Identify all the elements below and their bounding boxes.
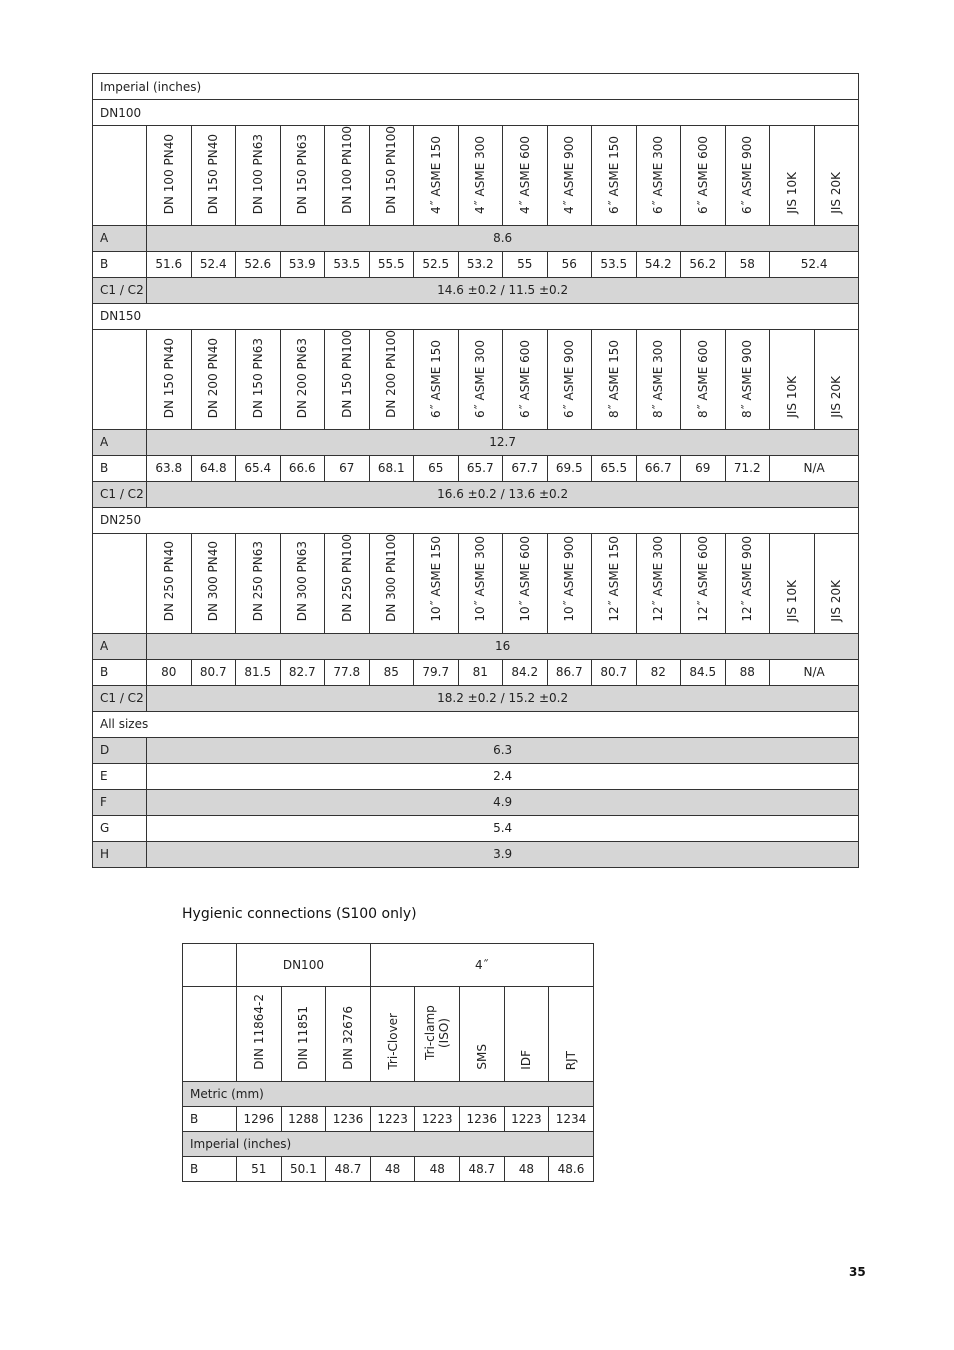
- table-row-c1-c2: [93, 481, 859, 507]
- column-header: JIS 20K: [814, 533, 859, 633]
- hygienic-section-title: Hygienic connections (S100 only): [182, 906, 417, 922]
- column-header: Tri-Clover: [370, 987, 415, 1082]
- table-cell: 65: [414, 455, 459, 481]
- column-header: DN 150 PN40: [147, 329, 192, 429]
- table-cell: 52.5: [414, 251, 459, 277]
- table-row-b: [93, 455, 859, 481]
- row-value: 5.4: [147, 815, 859, 841]
- column-header: Tri-clamp (ISO): [415, 987, 460, 1082]
- table-row-a: [93, 225, 859, 251]
- column-header: DN 150 PN63: [280, 126, 325, 226]
- column-header: DN 200 PN63: [280, 329, 325, 429]
- column-header: DN 150 PN40: [191, 126, 236, 226]
- table-cell: 65.4: [236, 455, 281, 481]
- column-header: 10˝ ASME 300: [458, 533, 503, 633]
- row-label: C1 / C2: [93, 277, 147, 303]
- column-header: DN 250 PN100: [325, 533, 370, 633]
- row-label: D: [93, 737, 147, 763]
- row-value: 8.6: [147, 225, 859, 251]
- header-row-hygienic: [183, 987, 594, 1082]
- column-header: DN 300 PN40: [191, 533, 236, 633]
- table-cell: 65.7: [458, 455, 503, 481]
- unit-row-metric: [183, 1082, 594, 1107]
- table-cell: 51.6: [147, 251, 192, 277]
- page-number: 35: [849, 1265, 866, 1279]
- table-row-f: [93, 789, 859, 815]
- table-cell: 1236: [326, 1107, 371, 1132]
- row-label: B: [183, 1157, 237, 1182]
- column-header: JIS 10K: [770, 329, 815, 429]
- column-header: JIS 10K: [770, 126, 815, 226]
- table-row-a: [93, 633, 859, 659]
- unit-label: Imperial (inches): [93, 74, 859, 100]
- column-header: 12˝ ASME 900: [725, 533, 770, 633]
- table-cell: 80.7: [191, 659, 236, 685]
- row-label: F: [93, 789, 147, 815]
- table-cell: 52.6: [236, 251, 281, 277]
- table-cell: 1223: [504, 1107, 549, 1132]
- column-header: 6˝ ASME 150: [592, 126, 637, 226]
- row-label: B: [93, 455, 147, 481]
- table-cell: 81: [458, 659, 503, 685]
- row-label: H: [93, 841, 147, 867]
- table-cell: 56.2: [681, 251, 726, 277]
- table-cell: 53.5: [325, 251, 370, 277]
- table-cell: 53.9: [280, 251, 325, 277]
- column-header: 10˝ ASME 600: [503, 533, 548, 633]
- group-header-row: [183, 944, 594, 987]
- row-value: 16: [147, 633, 859, 659]
- table-cell: 1223: [370, 1107, 415, 1132]
- column-header: JIS 10K: [770, 533, 815, 633]
- column-header: DN 150 PN63: [236, 329, 281, 429]
- column-header: DIN 32676: [326, 987, 371, 1082]
- column-header: 8˝ ASME 900: [725, 329, 770, 429]
- row-value: 14.6 ±0.2 / 11.5 ±0.2: [147, 277, 859, 303]
- row-value: 16.6 ±0.2 / 13.6 ±0.2: [147, 481, 859, 507]
- unit-label-imperial: Imperial (inches): [183, 1132, 594, 1157]
- table-row-g: [93, 815, 859, 841]
- column-header: 8˝ ASME 150: [592, 329, 637, 429]
- table-cell-jis: N/A: [770, 455, 859, 481]
- table-cell: 55: [503, 251, 548, 277]
- table-cell-jis: N/A: [770, 659, 859, 685]
- table-cell: 66.6: [280, 455, 325, 481]
- table-cell: 55.5: [369, 251, 414, 277]
- table-row-b-metric: [183, 1107, 594, 1132]
- table-cell: 48.7: [326, 1157, 371, 1182]
- table-cell: 48.7: [460, 1157, 505, 1182]
- table-row-h: [93, 841, 859, 867]
- row-label: B: [93, 251, 147, 277]
- table-cell: 86.7: [547, 659, 592, 685]
- row-value: 12.7: [147, 429, 859, 455]
- unit-label-metric: Metric (mm): [183, 1082, 594, 1107]
- column-header: 6˝ ASME 900: [725, 126, 770, 226]
- table-cell: 68.1: [369, 455, 414, 481]
- table-cell: 48: [370, 1157, 415, 1182]
- table-cell: 66.7: [636, 455, 681, 481]
- column-header: DN 200 PN40: [191, 329, 236, 429]
- table-cell: 65.5: [592, 455, 637, 481]
- row-value: 6.3: [147, 737, 859, 763]
- group-header-4in: 4˝: [370, 944, 593, 987]
- header-corner: [93, 329, 147, 429]
- table-cell: 1236: [460, 1107, 505, 1132]
- header-row-dn150: [93, 329, 859, 429]
- table-cell: 85: [369, 659, 414, 685]
- table-cell: 84.5: [681, 659, 726, 685]
- header-row-dn100: [93, 126, 859, 226]
- unit-row-imperial: [183, 1132, 594, 1157]
- table-cell: 58: [725, 251, 770, 277]
- column-header: SMS: [460, 987, 505, 1082]
- hygienic-connections-table: [182, 943, 594, 1182]
- table-row-b: [93, 251, 859, 277]
- column-header: 6˝ ASME 600: [503, 329, 548, 429]
- column-header: 4˝ ASME 300: [458, 126, 503, 226]
- table-cell: 50.1: [281, 1157, 326, 1182]
- row-label: G: [93, 815, 147, 841]
- table-row-c1-c2: [93, 277, 859, 303]
- table-cell: 1296: [237, 1107, 282, 1132]
- column-header: 6˝ ASME 900: [547, 329, 592, 429]
- column-header: 4˝ ASME 900: [547, 126, 592, 226]
- section-title-dn100: DN100: [93, 100, 859, 126]
- column-header: DN 250 PN63: [236, 533, 281, 633]
- column-header: DN 250 PN40: [147, 533, 192, 633]
- table-cell: 64.8: [191, 455, 236, 481]
- column-header: DN 100 PN40: [147, 126, 192, 226]
- column-header: 4˝ ASME 600: [503, 126, 548, 226]
- column-header: 10˝ ASME 150: [414, 533, 459, 633]
- table-cell: 84.2: [503, 659, 548, 685]
- table-cell: 63.8: [147, 455, 192, 481]
- table-cell: 69: [681, 455, 726, 481]
- row-value: 18.2 ±0.2 / 15.2 ±0.2: [147, 685, 859, 711]
- table-cell: 67.7: [503, 455, 548, 481]
- row-label: A: [93, 633, 147, 659]
- column-header: JIS 20K: [814, 126, 859, 226]
- row-label: C1 / C2: [93, 685, 147, 711]
- column-header: 4˝ ASME 150: [414, 126, 459, 226]
- row-label: C1 / C2: [93, 481, 147, 507]
- header-corner: [183, 987, 237, 1082]
- table-cell: 1288: [281, 1107, 326, 1132]
- column-header: DIN 11851: [281, 987, 326, 1082]
- column-header: RJT: [549, 987, 594, 1082]
- header-corner: [93, 533, 147, 633]
- section-title-all-sizes: All sizes: [93, 711, 859, 737]
- row-value: 4.9: [147, 789, 859, 815]
- column-header: IDF: [504, 987, 549, 1082]
- column-header: DN 100 PN63: [236, 126, 281, 226]
- table-cell: 82: [636, 659, 681, 685]
- table-row-b-imperial: [183, 1157, 594, 1182]
- header-row-dn250: [93, 533, 859, 633]
- table-cell: 48: [504, 1157, 549, 1182]
- column-header: DN 100 PN100: [325, 126, 370, 226]
- column-header: 12˝ ASME 600: [681, 533, 726, 633]
- column-header: DN 150 PN100: [325, 329, 370, 429]
- table-cell: 88: [725, 659, 770, 685]
- row-label: A: [93, 429, 147, 455]
- column-header: 8˝ ASME 300: [636, 329, 681, 429]
- table-cell: 71.2: [725, 455, 770, 481]
- table-cell: 48: [415, 1157, 460, 1182]
- table-cell: 67: [325, 455, 370, 481]
- column-header: JIS 20K: [814, 329, 859, 429]
- table-row-d: [93, 737, 859, 763]
- table-cell: 82.7: [280, 659, 325, 685]
- row-label: A: [93, 225, 147, 251]
- column-header: 6˝ ASME 150: [414, 329, 459, 429]
- row-label: B: [183, 1107, 237, 1132]
- section-title-dn250: DN250: [93, 507, 859, 533]
- row-label: B: [93, 659, 147, 685]
- table-row-b: [93, 659, 859, 685]
- row-value: 2.4: [147, 763, 859, 789]
- column-header: 12˝ ASME 300: [636, 533, 681, 633]
- column-header: DN 300 PN63: [280, 533, 325, 633]
- column-header: 8˝ ASME 600: [681, 329, 726, 429]
- column-header: 6˝ ASME 300: [458, 329, 503, 429]
- column-header: DN 150 PN100: [369, 126, 414, 226]
- dimensions-table-imperial: [92, 73, 859, 868]
- table-cell: 77.8: [325, 659, 370, 685]
- table-cell: 80: [147, 659, 192, 685]
- table-cell: 69.5: [547, 455, 592, 481]
- column-header: 12˝ ASME 150: [592, 533, 637, 633]
- table-cell: 79.7: [414, 659, 459, 685]
- row-value: 3.9: [147, 841, 859, 867]
- column-header: DIN 11864-2: [237, 987, 282, 1082]
- table-row-a: [93, 429, 859, 455]
- table-cell: 53.2: [458, 251, 503, 277]
- header-corner: [93, 126, 147, 226]
- header-corner: [183, 944, 237, 987]
- table-cell-jis: 52.4: [770, 251, 859, 277]
- table-cell: 80.7: [592, 659, 637, 685]
- column-header: DN 300 PN100: [369, 533, 414, 633]
- column-header: 6˝ ASME 300: [636, 126, 681, 226]
- column-header: 10˝ ASME 900: [547, 533, 592, 633]
- table-cell: 48.6: [549, 1157, 594, 1182]
- table-cell: 52.4: [191, 251, 236, 277]
- table-cell: 1223: [415, 1107, 460, 1132]
- column-header: 6˝ ASME 600: [681, 126, 726, 226]
- table-cell: 54.2: [636, 251, 681, 277]
- group-header-dn100: DN100: [237, 944, 371, 987]
- table-cell: 81.5: [236, 659, 281, 685]
- column-header: DN 200 PN100: [369, 329, 414, 429]
- section-title-dn150: DN150: [93, 303, 859, 329]
- table-cell: 51: [237, 1157, 282, 1182]
- table-row-c1-c2: [93, 685, 859, 711]
- row-label: E: [93, 763, 147, 789]
- table-row-e: [93, 763, 859, 789]
- table-cell: 56: [547, 251, 592, 277]
- table-cell: 1234: [549, 1107, 594, 1132]
- table-cell: 53.5: [592, 251, 637, 277]
